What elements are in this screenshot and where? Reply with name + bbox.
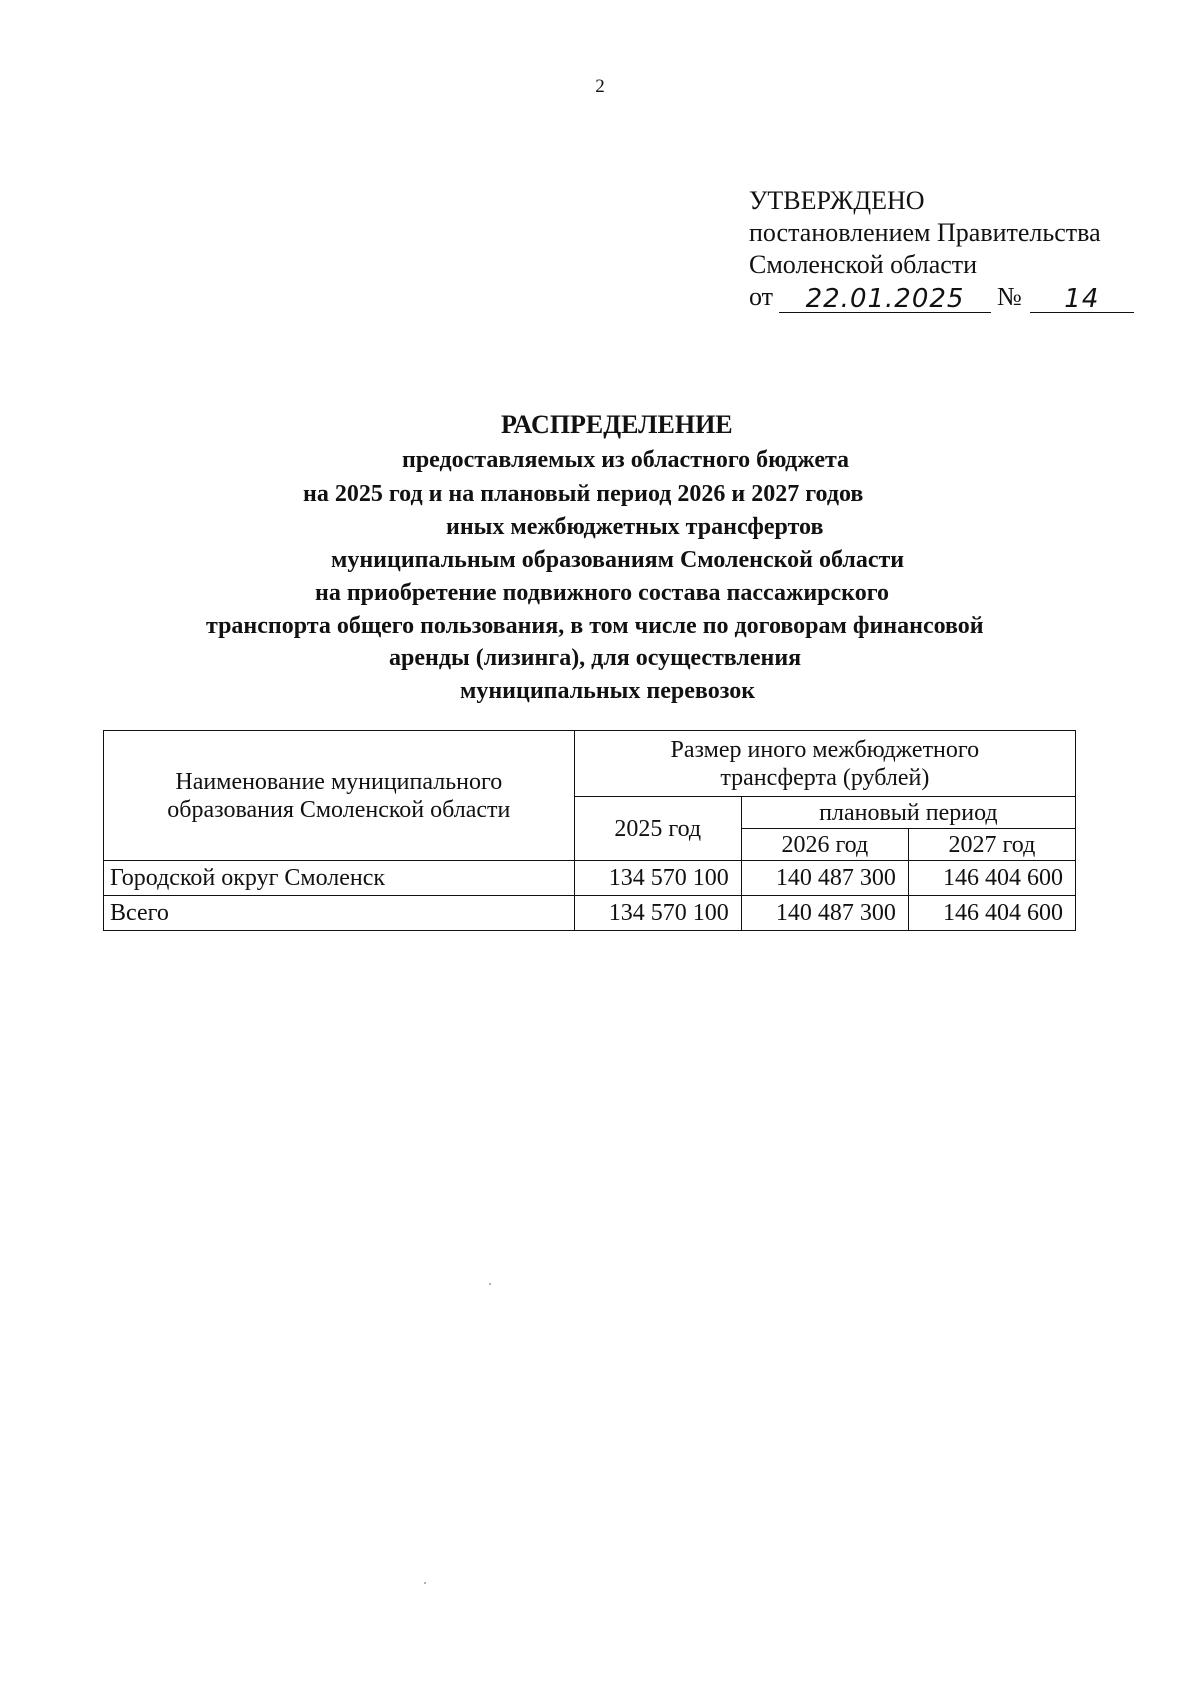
handwritten-date: 22.01.2025 (779, 286, 991, 313)
header-year-2026: 2026 год (741, 829, 908, 861)
approval-date-line (749, 281, 1134, 313)
title-main: РАСПРЕДЕЛЕНИЕ (501, 410, 733, 439)
title-line: иных межбюджетных трансфертов (446, 514, 824, 540)
approval-line-1: постановлением Правительства (749, 218, 1101, 247)
title-line: транспорта общего пользования, в том числе по договорам финансовой (206, 613, 984, 639)
header-municipality-line1: Наименование муниципального (175, 768, 503, 795)
cell-name: Городской округ Смоленск (104, 861, 575, 896)
title-line: на приобретение подвижного состава пассажирского (315, 580, 889, 606)
page-number: 2 (595, 76, 605, 97)
header-amount (574, 731, 1075, 797)
header-planned-period: плановый период (741, 797, 1075, 829)
from-label: от (749, 282, 774, 311)
header-amount-line1: Размер иного межбюджетного (670, 736, 980, 763)
cell-2025: 134 570 100 (574, 861, 741, 896)
table-row (104, 861, 1076, 896)
title-line: аренды (лизинга), для осуществления (389, 645, 802, 671)
scan-speck (424, 1582, 426, 1584)
approval-stamp (749, 185, 1134, 313)
cell-2027: 146 404 600 (908, 861, 1075, 896)
header-year-2027: 2027 год (908, 829, 1075, 861)
title-line: предоставляемых из областного бюджета (402, 447, 850, 473)
title-line: муниципальным образованиям Смоленской области (331, 547, 905, 573)
table-header-row (104, 731, 1076, 797)
number-sign: № (997, 282, 1022, 311)
handwritten-number: 14 (1030, 286, 1134, 313)
approval-heading: УТВЕРЖДЕНО (749, 186, 925, 215)
header-municipality (104, 731, 575, 861)
approval-line-2: Смоленской области (749, 250, 978, 279)
cell-2027: 146 404 600 (908, 896, 1075, 931)
header-year-2025: 2025 год (574, 797, 741, 861)
cell-2025: 134 570 100 (574, 896, 741, 931)
cell-name: Всего (104, 896, 575, 931)
title-line: на 2025 год и на плановый период 2026 и 2027 годов (303, 481, 864, 507)
cell-2026: 140 487 300 (741, 896, 908, 931)
header-amount-line2: трансферта (рублей) (720, 764, 930, 791)
allocation-table (103, 730, 1076, 931)
header-municipality-line2: образования Смоленской области (167, 796, 511, 823)
title-line: муниципальных перевозок (460, 678, 756, 704)
cell-2026: 140 487 300 (741, 861, 908, 896)
table-row (104, 896, 1076, 931)
scan-speck (489, 1283, 491, 1285)
